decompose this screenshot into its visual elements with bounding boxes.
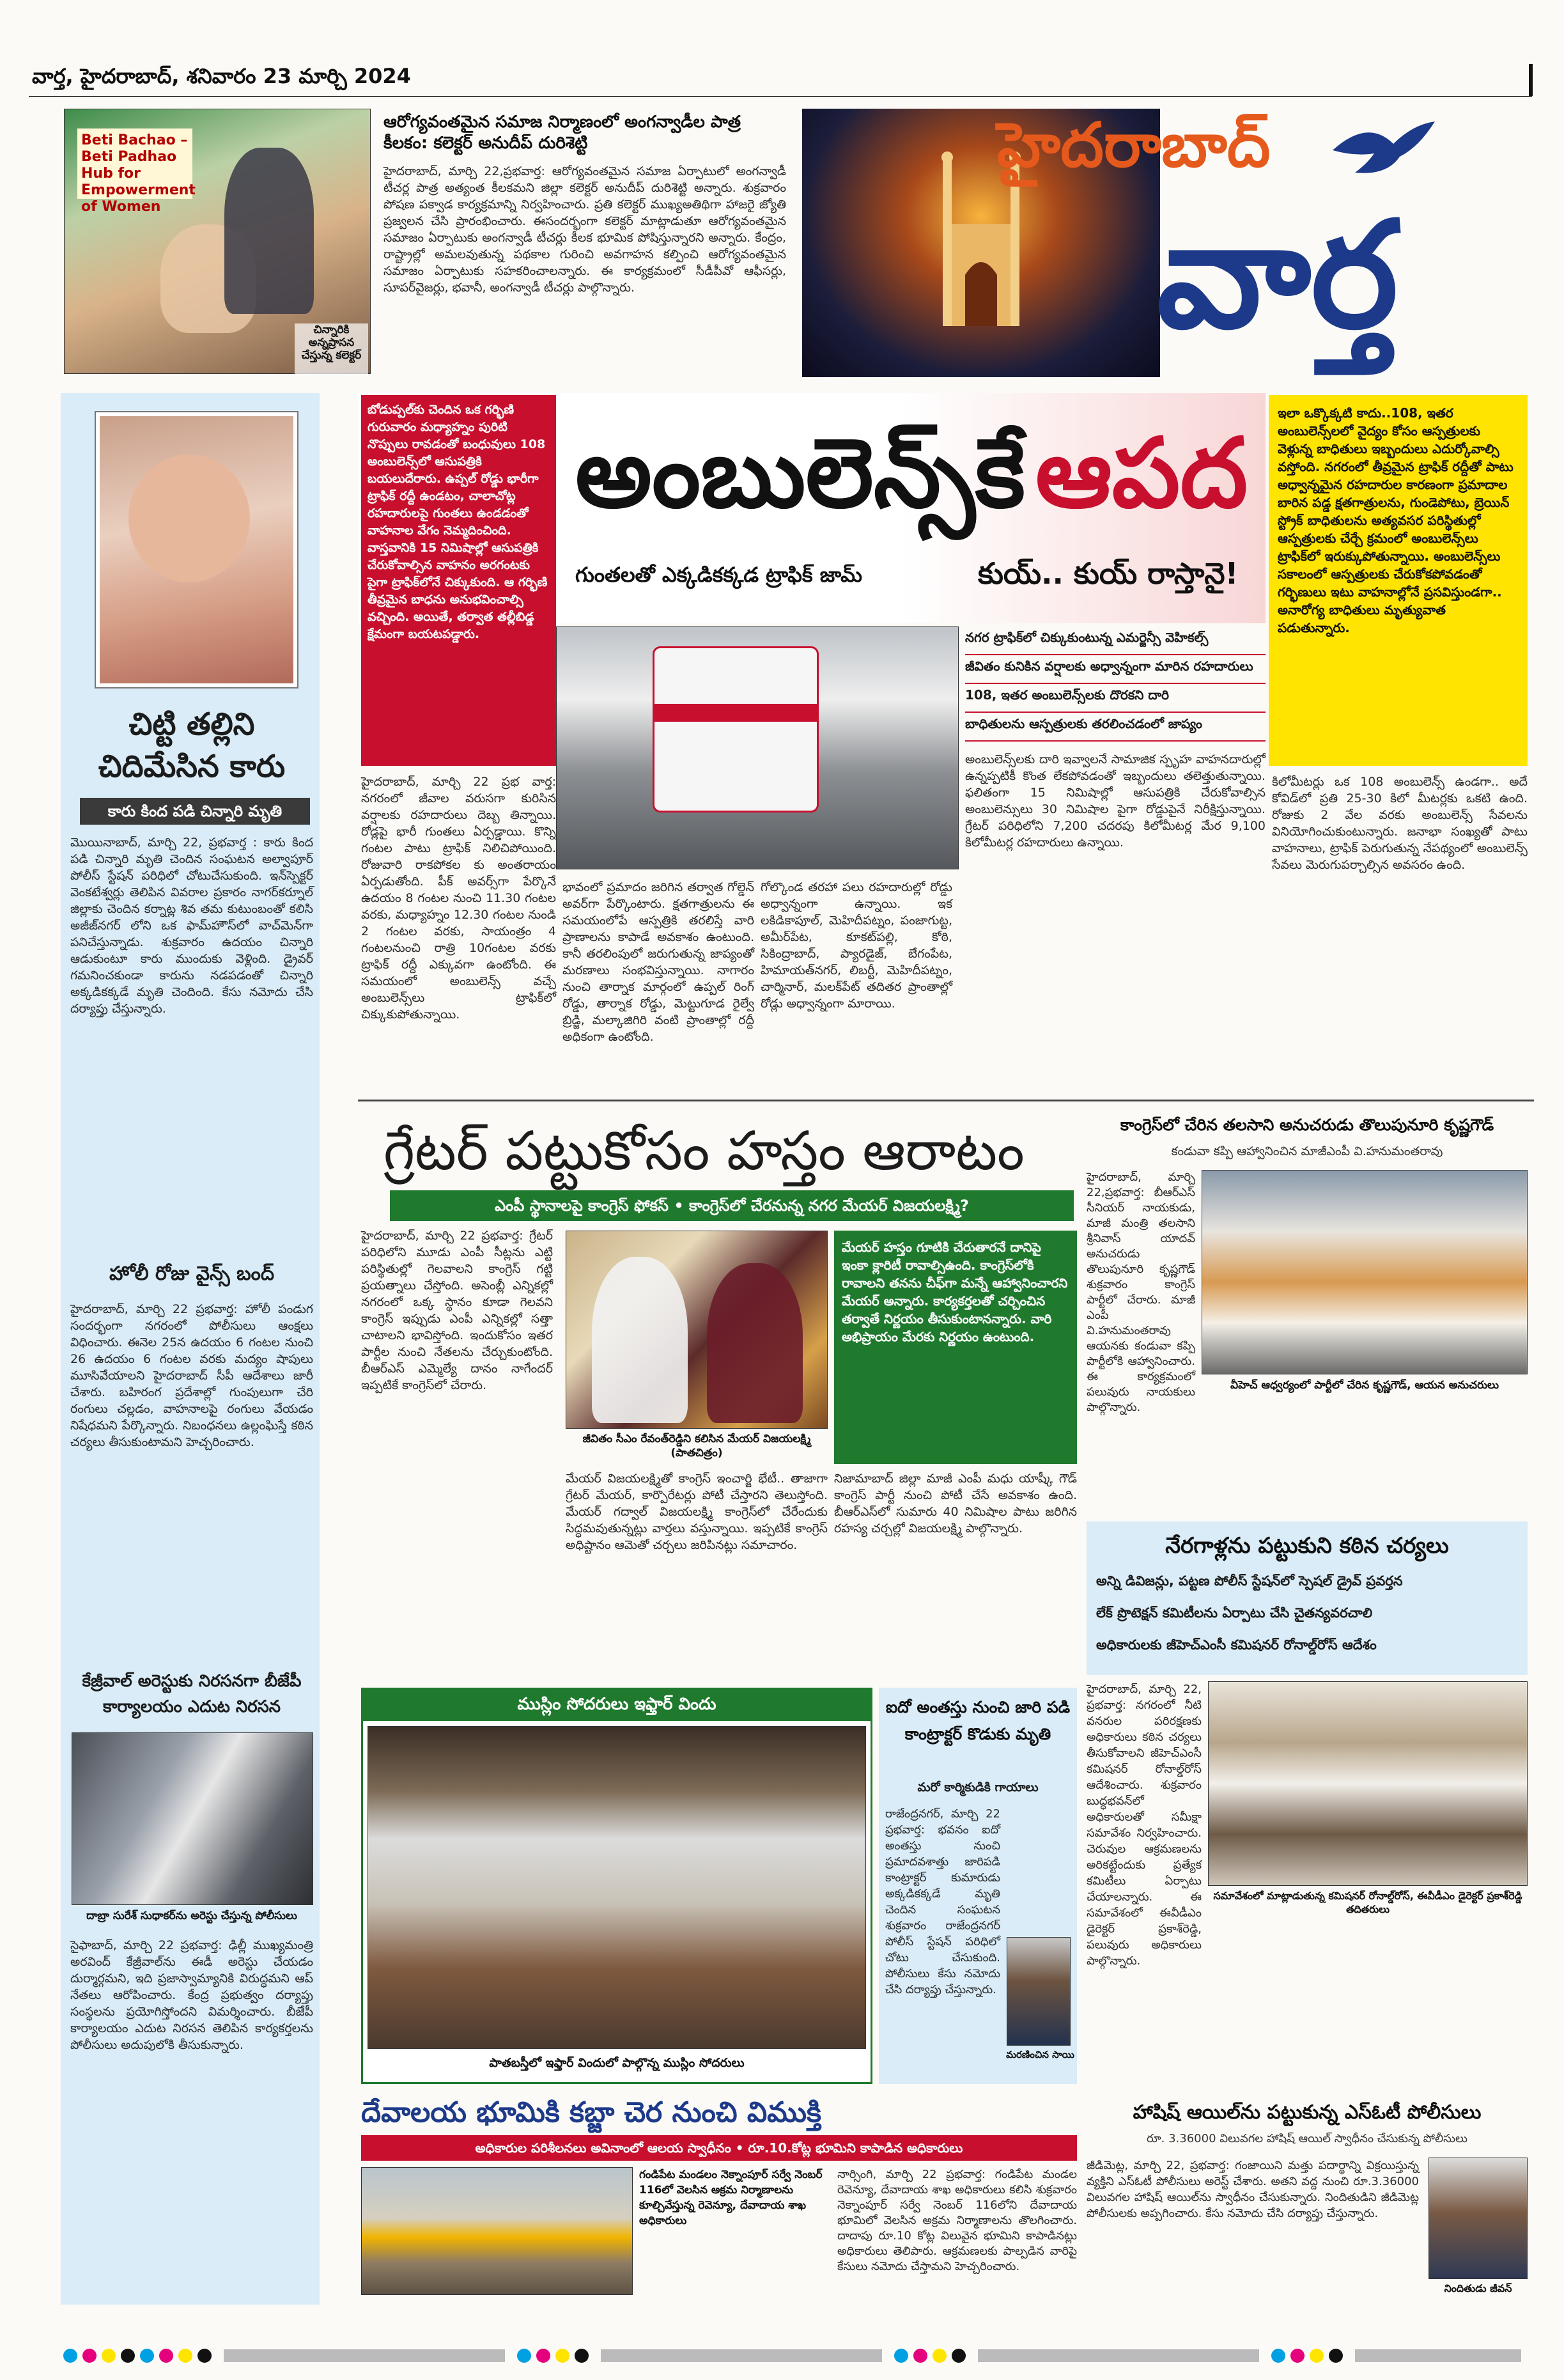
- temple-caption: గండిపేట మండలం నెక్నాంపూర్ సర్వే నెంబర్ 116లో వెలసిన అక్రమ నిర్మాణాలను కూల్చివేస్తున్న రెవెన్యూ, దేవాదాయ శాఖ అధికారులు: [639, 2168, 823, 2227]
- hashish-photo: [1429, 2158, 1528, 2279]
- ambulance-caption-3: 108, ఇతర అంబులెన్స్‌లకు దొరకని దారి: [965, 687, 1266, 713]
- story2-headline: హోలీ రోజు వైన్స్ బంద్: [109, 1263, 275, 1285]
- congress-figure-2: [707, 1263, 803, 1423]
- ambulance-headline-1: అంబులెన్స్‌కే: [575, 417, 1025, 529]
- story1-body: మొయినాబాద్, మార్చి 22, ప్రభవార్త : కారు కింద పడి చిన్నారి మృతి చెందిన సంఘటన అల్వాపూర్ పోలీస్ స్టేషన్ పరిధిలో చోటుచేసుకుంది. ఇన్‌స్పెక్టర్ వెంకటేశ్వర్లు తెలిపిన వివరాల ప్రకారం నాగర్‌కర్నూల్ జిల్లాకు చెందిన కర్నాట్ల శివ తమ కుటుంబంతో కలిసి అజీజ్‌నగర్ లోని ఒక ఫామ్‌హౌస్‌లో వాచ్‌మెన్‌గా పనిచేస్తున్నాడు. శుక్రవారం ఉదయం చిన్నారి ఆడుకుంటూ కారు ముందుకు వెళ్లింది. డ్రైవర్ గమనించకుండా కారును నడపడంతో చిన్నారి అక్కడికక్కడే మృతి చెందింది. కేసు నమోదు చేసి దర్యాప్తు చేస్తున్నారు.: [70, 836, 313, 1016]
- ambulance-left-intro: బోడుప్పల్‌కు చెందిన ఒక గర్భిణి గురువారం మధ్యాహ్నం పురిటి నొప్పులు రావడంతో బంధువులు 108 అంబులెన్స్‌లో ఆసుపత్రికి బయలుదేరారు. ఉప్పల్ రోడ్డు భారీగా ట్రాఫిక్ రద్దీ ఉండటం, చాలాచోట్ల రహదారులపై గుంతలు ఉండడంతో వాహనాల వేగం నెమ్మదించింది. వాస్తవానికి 15 నిమిషాల్లో ఆసుపత్రికి చేరుకోవాల్సిన వాహనం అరగంటకు పైగా ట్రాఫిక్‌లోనే చిక్కుకుంది. ఆ గర్భిణి తీవ్రమైన బాధను అనుభవించాల్సి వచ్చింది. అయితే, తర్వాత తల్లీబిడ్డ క్షేమంగా బయటపడ్డారు.: [361, 395, 556, 766]
- ambulance-caption-1: నగర ట్రాఫిక్‌లో చిక్కుకుంటున్న ఎమర్జెన్సీ వెహికల్స్: [965, 630, 1266, 655]
- congress-figure-1: [592, 1257, 688, 1423]
- story3-caption: దాబ్రా సురేశ్ సుధాకర్‌ను అరెస్టు చేస్తున్న పోలీసులు: [86, 1909, 297, 1922]
- police-headline: నేరగాళ్లను పట్టుకుని కఠిన చర్యలు: [1165, 1533, 1449, 1559]
- child-face: [128, 455, 250, 582]
- temple-photo: [361, 2167, 633, 2295]
- police-bullet-1: అన్ని డివిజన్లు, పట్టణ పోలీస్ స్టేషన్‌లో స్పెషల్ డ్రైవ్ ప్రవర్తన: [1096, 1573, 1403, 1589]
- iftar-photo: [368, 1726, 866, 2049]
- ambulance-tagline: కుయ్.. కుయ్ రాస్తానై!: [978, 556, 1239, 591]
- ambulance-body-col5: కిలోమీటర్లు ఒక 108 అంబులెన్స్ ఉండగా.. అదే కోవిడ్‌లో ప్రతి 25-30 కిలో మీటర్లకు ఒకటి ఉంది. రోజుకు 2 వేల వరకు అంబులెన్స్ సేవలను వినియోగించుకుంటున్నారు. జనాభా సంఖ్యతో పాటు వాహనాలు, ట్రాఫిక్ పెరుగుతున్న నేపథ్యంలో అంబులెన్స్ సేవలు మెరుగుపర్చాల్సిన అవసరం ఉంది.: [1272, 775, 1528, 872]
- logo-small: హైదరాబాద్: [997, 109, 1271, 181]
- contractor-body: రాజేంద్రనగర్, మార్చి 22 ప్రభవార్త: భవనం ఐదో అంతస్తు నుంచి ప్రమాదవశాత్తు జారిపడి కాంట్రాక్టర్ కుమారుడు అక్కడికక్కడే మృతి చెందిన సంఘటన శుక్రవారం రాజేంద్రనగర్ పోలీస్ స్టేషన్ పరిధిలో చోటు చేసుకుంది. పోలీసులు కేసు నమోదు చేసి దర్యాప్తు చేస్తున్నారు.: [885, 1807, 1000, 1996]
- section-rule-1: [358, 1100, 1534, 1101]
- story1-bar: కారు కింద పడి చిన్నారి మృతి: [80, 798, 310, 825]
- talasani-caption: వీహెచ్ ఆధ్వర్యంలో పార్టీలో చేరిన కృష్ణగౌడ్, ఆయన అనుచరులు: [1230, 1379, 1499, 1392]
- police-body: హైదరాబాద్, మార్చి 22, ప్రభవార్త: నగరంలో నీటి వనరుల పరిరక్షణకు అధికారులు కఠిన చర్యలు తీసుకోవాలని జీహెచ్ఎంసీ కమిషనర్ రోనాల్డ్‌రోస్ ఆదేశించారు. శుక్రవారం బుద్ధభవన్‌లో అధికారులతో సమీక్షా సమావేశం నిర్వహించారు. చెరువుల ఆక్రమణలను అరికట్టేందుకు ప్రత్యేక కమిటీలు ఏర్పాటు చేయాలన్నారు. ఈ సమావేశంలో ఈవీడీఎం డైరెక్టర్ ప్రకాశ్‌రెడ్డి, పలువురు అధికారులు పాల్గొన్నారు.: [1087, 1683, 1202, 1968]
- ambulance-body-col3: గోల్కొండ తరహా పలు రహదారుల్లో రోడ్డు అధ్వాన్నంగా ఉన్నాయి. ఇక లకిడికాపూల్, మెహిదీపట్నం, పంజాగుట్ట, అమీర్‌పేట, కూకట్‌పల్లి, కోఠి, సికింద్రాబాద్, ప్యారడైజ్, బేగంపేట, హిమాయత్‌నగర్, లిబర్టీ, మెహిదీపట్నం, చార్మినార్, మలక్‌పేట్ తదితర ప్రాంతాల్లో రోడ్లు అధ్వాన్నంగా మారాయి.: [761, 880, 952, 1011]
- ambulance-vehicle: [653, 646, 819, 813]
- top-story-photo-caption: చిన్నారికి అన్నప్రాసన చేస్తున్న కలెక్టర్: [295, 323, 368, 375]
- talasani-headline: కాంగ్రెస్‌లో చేరిన తలసాని అనుచరుడు తొలుపునూరి కృష్ణగౌడ్: [1120, 1116, 1494, 1134]
- ambulance-caption-2: జీవితం కునికిన వర్షాలకు అధ్వాన్నంగా మారిన రహదారులు: [965, 658, 1266, 684]
- top-story-body: హైదరాబాద్, మార్చి 22,ప్రభవార్త: ఆరోగ్యవంతమైన సమాజ ఏర్పాటులో అంగన్వాడీ టీచర్ల పాత్ర అత్యంత కీలకమని జిల్లా కలెక్టర్ అనుదీప్ దురిశెట్టి అన్నారు. శుక్రవారం పోషణ పక్వాడ కార్యక్రమాన్ని నిర్వహించారు. ప్రతి కలెక్టర్ ముఖ్యఅతిథిగా హాజరై జ్యోతి ప్రజ్వలన చేసి ప్రారంభించారు. ఈసందర్భంగా కలెక్టర్ మాట్లాడుతూ ఆరోగ్యవంతమైన సమాజం ఏర్పాటుకు అంగన్వాడీ టీచర్లు కీలక భూమిక పోషిస్తున్నారని అన్నారు. కేంద్రం, రాష్ట్రాల్లో అమలవుతున్న పథకాల గురించి అవగాహన కల్పించి ఆరోగ్యవంతమైన సమాజం ఏర్పాటుకు సహకరించాలన్నారు. ఈ కార్యక్రమంలో సీడీపీవో ఆఫీసర్లు, సూపర్‌వైజర్లు, భవానీ, అంగన్వాడీ టీచర్లు పాల్గొన్నారు.: [383, 164, 786, 295]
- ambulance-right-intro: ఇలా ఒక్కొక్కటి కాదు..108, ఇతర అంబులెన్స్‌లలో వైద్యం కోసం ఆస్పత్రులకు వెళ్లున్న బాధితులు ఇబ్బందులు ఎదుర్కోవాల్సి వస్తోంది. నగరంలో తీవ్రమైన ట్రాఫిక్ రద్దీతో పాటు అధ్వాన్నమైన రహదారుల కారణంగా ప్రమాదాల బారిన పడ్డ క్షతగాత్రులను, గుండెపోటు, బ్రెయిన్ స్ట్రోక్ బాధితులను అత్యవసర పరిస్థితుల్లో ఆస్పత్రులకు చేర్చే క్రమంలో అంబులెన్స్‌లు ట్రాఫిక్‌లో ఇరుక్కుపోతున్నాయి. అంబులెన్స్‌లు సకాలంలో ఆస్పత్రులకు చేరుకోకపోవడంతో గర్భిణులు ఇటు వాహనాల్లోనే ప్రసవిస్తుండగా.. అనారోగ్య బాధితులు మృత్యువాత పడుతున్నారు.: [1269, 395, 1528, 766]
- story1-headline: చిట్టి తల్లిని చిదిమేసిన కారు: [98, 706, 286, 784]
- ambulance-subheadline: గుంతలతో ఎక్కడికక్కడ ట్రాఫిక్ జామ్: [575, 563, 862, 587]
- talasani-body: హైదరాబాద్, మార్చి 22,ప్రభవార్త: బీఆర్ఎస్ సీనియర్ నాయకుడు, మాజీ మంత్రి తలసాని శ్రీనివాస్ యాదవ్ అనుచరుడు తొలుపునూరి కృష్ణగౌడ్ శుక్రవారం కాంగ్రెస్ పార్టీలో చేరారు. మాజీ ఎంపీ వి.హనుమంతరావు ఆయనకు కండువా కప్పి పార్టీలోకి ఆహ్వానించారు. ఈ కార్యక్రమంలో పలువురు నాయకులు పాల్గొన్నారు.: [1087, 1171, 1195, 1414]
- dateline: వార్త, హైదరాబాద్, శనివారం 23 మార్చి 2024: [32, 64, 411, 88]
- ambulance-caption-4: బాధితులను ఆస్పత్రులకు తరలించడంలో జాప్యం: [965, 716, 1266, 742]
- congress-headline: గ్రేటర్ పట్టుకోసం హస్తం ఆరాటం: [383, 1119, 1025, 1182]
- top-story-photo: [64, 109, 371, 374]
- police-bullet-2: లేక్ ప్రొటెక్షన్ కమిటీలను ఏర్పాటు చేసి చైతన్యవరచాలి: [1096, 1605, 1373, 1621]
- hashish-caption: నిందితుడు జీవన్: [1444, 2282, 1512, 2294]
- registration-strip: [58, 2343, 1528, 2368]
- top-rule: [29, 96, 1532, 97]
- congress-body-col2: మేయర్ విజయలక్ష్మితో కాంగ్రెస్ ఇంచార్జి భేటీ.. తాజాగా గ్రేటర్ మేయర్, కార్పొరేటర్లు పోటీ చేస్తారని తెలుస్తోంది. మేయర్ గద్వాల్ విజయలక్ష్మి కాంగ్రెస్‌లో చేరేందుకు సిద్ధమవుతున్నట్లు వార్తలు వస్తున్నాయి. ఇప్పటికే కాంగ్రెస్ అధిష్టానం ఆమెతో చర్చలు జరిపినట్లు సమాచారం.: [566, 1472, 828, 1552]
- police-photo: [1208, 1681, 1528, 1886]
- story3-photo: [72, 1732, 313, 1905]
- story3-headline: కేజ్రీవాల్ అరెస్టుకు నిరసనగా బీజేపీ కార్యాలయం ఎదుట నిరసన: [82, 1672, 302, 1716]
- crop-mark: [1529, 64, 1533, 96]
- ambulance-body-col4: అంబులెన్స్‌లకు దారి ఇవ్వాలనే సామాజిక స్పృహ వాహనదారుల్లో ఉన్నప్పటికీ కొంత లేకపోవడంతో ఇబ్బందులు తలెత్తుతున్నాయి. ఫలితంగా 15 నిమిషాల్లో ఆసుపత్రికి చేరుకోవాల్సిన అంబులెన్సులు 30 నిమిషాల పైగా రోడ్డుపైనే నిరీక్షిస్తున్నాయి. గ్రేటర్ పరిధిలోని 7,200 చదరపు కిలోమీటర్ల మేర 9,100 కిలోమీటర్ల రహదారులు ఉన్నాయి.: [965, 752, 1266, 850]
- police-bullet-3: అధికారులకు జీహెచ్ఎంసీ కమిషనర్ రోనాల్డ్‌రోస్ ఆదేశం: [1096, 1637, 1377, 1653]
- temple-bar: అధికారుల పరిశీలనలు అవినాంలో ఆలయ స్వాధీనం • రూ.10.కోట్ల భూమిని కాపాడిన అధికారులు: [361, 2135, 1077, 2161]
- story3-body: సైఫాబాద్, మార్చి 22 ప్రభవార్త: ఢిల్లీ ముఖ్యమంత్రి అరవింద్ కేజ్రీవాల్‌ను ఈడీ అరెస్టు చేయడం దుర్మార్గమని, ఇది ప్రజాస్వామ్యానికి విరుద్ధమని ఆప్ నేతలు ఆరోపించారు. కేంద్ర ప్రభుత్వం దర్యాప్తు సంస్థలను ప్రయోగిస్తోందని విమర్శించారు. బీజేపీ కార్యాలయం ఎదుట నిరసన తెలిపిన కార్యకర్తలను పోలీసులు అదుపులోకి తీసుకున్నారు.: [70, 1938, 313, 2052]
- congress-subbar: ఎంపీ స్థానాలపై కాంగ్రెస్ ఫోకస్ • కాంగ్రెస్‌లో చేరనున్న నగర మేయర్ విజయలక్ష్మి?: [390, 1190, 1074, 1221]
- talasani-sub: కండువా కప్పి ఆహ్వానించిన మాజీఎంపీ వి.హనుమంతరావు: [1171, 1144, 1443, 1158]
- congress-photo: [566, 1231, 828, 1429]
- photo-banner: Beti Bachao – Beti Padhao Hub for Empowerment of Women: [77, 128, 192, 199]
- contractor-caption: మరణించిన సాయి: [1006, 2049, 1074, 2060]
- ambulance-red-stripe: [653, 704, 819, 722]
- temple-headline: దేవాలయ భూమికి కబ్జా చెర నుంచి విముక్తి: [361, 2096, 821, 2129]
- congress-body-col1: హైదరాబాద్, మార్చి 22 ప్రభవార్త: గ్రేటర్ పరిధిలోని మూడు ఎంపీ సీట్లను ఎట్టి పరిస్థితుల్లో గెలవాలని కాంగ్రెస్ గట్టి ప్రయత్నాలు చేస్తోంది. అసెంబ్లీ ఎన్నికల్లో నగరంలో ఒక్క స్థానం కూడా గెలవని కాంగ్రెస్ ఇప్పుడు ఎంపీ ఎన్నికల్లో సత్తా చాటాలని భావిస్తోంది. ఇందుకోసం ఇతర పార్టీల నుంచి నేతలను చేర్చుకుంటోంది. బీఆర్ఎస్ ఎమ్మెల్యే దానం నాగేందర్ ఇప్పటికే కాంగ్రెస్‌లో చేరారు.: [361, 1229, 553, 1392]
- contractor-photo: [1007, 1937, 1071, 2046]
- logo-bird-icon: [1329, 112, 1438, 182]
- ambulance-headline-2: ఆపద: [1035, 417, 1248, 529]
- iftar-headline: ముస్లిం సోదరులు ఇఫ్తార్ విందు: [361, 1688, 872, 1721]
- collector-figure: [224, 148, 314, 314]
- congress-body-col3: నిజామాబాద్ జిల్లా మాజీ ఎంపీ మధు యాష్కీ గౌడ్ కాంగ్రెస్ పార్టీ నుంచి పోటీ చేసే అవకాశం ఉంది. బీఆర్ఎస్‌లో సుమారు 40 నిమిషాల పాటు జరిగిన రహస్య చర్చల్లో విజయలక్ష్మి పాల్గొన్నారు.: [834, 1472, 1077, 1536]
- ambulance-photo: [556, 626, 959, 869]
- story2-body: హైదరాబాద్, మార్చి 22 ప్రభవార్త: హోలీ పండుగ సందర్భంగా నగరంలో పోలీసులు ఆంక్షలు విధించారు. ఈనెల 25న ఉదయం 6 గంటల నుంచి 26 ఉదయం 6 గంటల వరకు మద్యం షాపులు మూసివేయాలని హైదరాబాద్ సీపీ ఆదేశాలు జారీ చేశారు. బహిరంగ ప్రదేశాల్లో గుంపులుగా చేరి రంగులు చల్లడం, వాహనాలపై రంగులు వేయడం నిషేధమని పేర్కొన్నారు. నిబంధనలు ఉల్లంఘిస్తే కఠిన చర్యలు తీసుకుంటామని హెచ్చరించారు.: [70, 1302, 313, 1449]
- hashish-headline: హాషిష్ ఆయిల్‌ను పట్టుకున్న ఎస్ఓటీ పోలీసులు: [1133, 2101, 1482, 2124]
- ambulance-body-col1: హైదరాబాద్, మార్చి 22 ప్రభ వార్త: నగరంలో జీవాల వరుసగా కురిసిన వర్షాలకు రహదారులు దెబ్బ తిన్నాయి. రోడ్లపై భారీ గుంతలు ఏర్పడ్డాయి. కొన్ని గంటల పాటు ట్రాఫిక్ నిలిచిపోయింది. రోజువారి రాకపోకల కు అంతరాయం ఏర్పడుతోంది. పీక్ అవర్స్‌గా పేర్కొనే ఉదయం 8 గంటల నుంచి 11.30 గంటల వరకు, మధ్యాహ్నం 12.30 గంటల నుండి 2 గంటల వరకు, సాయంత్రం 4 గంటలనుంచి రాత్రి 10గంటల వరకు ట్రాఫిక్ రద్దీ ఎక్కువగా ఉంటోంది. ఈ సమయంలో అంబులెన్స్ వచ్చే అంబులెన్స్‌లు ట్రాఫిక్‌లో చిక్కుకుపోతున్నాయి.: [361, 775, 556, 1022]
- congress-green-box: మేయర్ హస్తం గూటికి చేరుతారనే దానిపై ఇంకా క్లారిటీ రావాల్సిఉంది. కాంగ్రెస్‌లోకి రావాలని తనను చీఫ్‌గా మన్నే ఆహ్వానించారని మేయర్ అన్నారు. కార్యకర్తలతో చర్చించిన తర్వాతే నిర్ణయం తీసుకుంటానన్నారు. వారి అభిప్రాయం మేరకు నిర్ణయం ఉంటుంది.: [834, 1231, 1077, 1464]
- talasani-photo: [1202, 1170, 1528, 1374]
- contractor-headline: ఐదో అంతస్తు నుంచి జారి పడి కాంట్రాక్టర్ కొడుకు మృతి: [885, 1698, 1071, 1743]
- congress-photo-caption: జీవితం సీఎం రేవంత్‌రెడ్డిని కలిసిన మేయర్ విజయలక్ష్మి (పాతచిత్రం): [582, 1433, 811, 1459]
- temple-body: నార్సింగి, మార్చి 22 ప్రభవార్త: గండిపేట మండల రెవెన్యూ, దేవాదాయ శాఖ అధికారులు కలిసి శుక్రవారం నెక్నాంపూర్ సర్వే నెంబర్ 116లోని దేవాదాయ భూమిలో వెలసిన అక్రమ నిర్మాణాలను తొలగించారు. దాదాపు రూ.10 కోట్ల విలువైన భూమిని కాపాడినట్లు అధికారులు తెలిపారు. ఆక్రమణలకు పాల్పడిన వారిపై కేసులు నమోదు చేస్తామని హెచ్చరించారు.: [837, 2168, 1077, 2273]
- hashish-sub: రూ. 3.36000 విలువగల హాషిష్ ఆయిల్ స్వాధీనం చేసుకున్న పోలీసులు: [1146, 2132, 1468, 2145]
- police-caption: సమావేశంలో మాట్లాడుతున్న కమిషనర్ రోనాల్డ్‌రోస్, ఈవీడీఎం డైరెక్టర్ ప్రకాశ్‌రెడ్డి తదితరులు: [1213, 1890, 1522, 1915]
- logo-big: వార్త: [1157, 189, 1398, 361]
- contractor-sub: మరో కార్మికుడికి గాయాలు: [917, 1780, 1039, 1794]
- top-story-headline: ఆరోగ్యవంతమైన సమాజ నిర్మాణంలో అంగన్వాడీల పాత్ర కీలకం: కలెక్టర్ అనుదీప్ దురిశెట్టి: [383, 113, 741, 153]
- child-photo: [96, 412, 297, 687]
- iftar-caption: పాతబస్తీలో ఇఫ్తార్ విందులో పాల్గొన్న ముస్లిం సోదరులు: [489, 2056, 745, 2070]
- ambulance-body-col2: భావంలో ప్రమాదం జరిగిన తర్వాత గోల్డెన్ అవర్‌గా పేర్కొంటారు. క్షతగాత్రులను ఈ సమయంలోపే ఆస్పత్రికి తరలిస్తే వారి ప్రాణాలను కాపాడే అవకాశం ఉంటుంది. కానీ తరలింపులో జరుగుతున్న జాప్యంతో మరణాలు సంభవిస్తున్నాయి. నాగారం నుంచి తార్నాక మార్గంలో ఉప్పల్ రింగ్ రోడ్డు, తార్నాక రోడ్డు, మెట్టుగూడ రైల్వే బ్రిడ్జి, మల్కాజిగిరి వంటి ప్రాంతాల్లో రద్దీ అధికంగా ఉంటోంది.: [562, 880, 754, 1044]
- hashish-body: జీడిమెట్ల, మార్చి 22, ప్రభవార్త: గంజాయిని మత్తు పదార్థాన్ని విక్రయిస్తున్న వ్యక్తిని ఎస్ఓటీ పోలీసులు అరెస్ట్ చేశారు. అతని వద్ద నుంచి రూ.3.36000 విలువగల హాషిష్ ఆయిల్‌ను స్వాధీనం చేసుకున్నారు. నిందితుడిని జీడిమెట్ల పోలీసులకు అప్పగించారు. కేసు నమోదు చేసి దర్యాప్తు చేస్తున్నారు.: [1087, 2159, 1419, 2220]
